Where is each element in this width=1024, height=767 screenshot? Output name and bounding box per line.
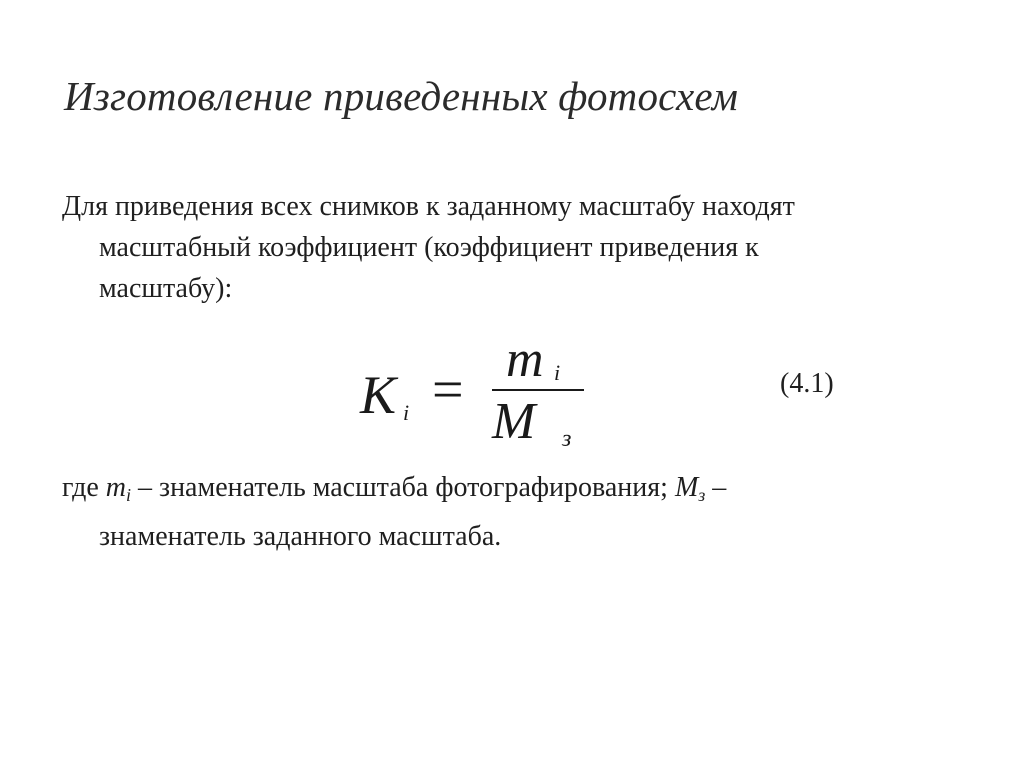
- var-M-dash: –: [705, 472, 727, 503]
- equation-number: (4.1): [780, 368, 834, 399]
- fraction-bar: [492, 389, 584, 391]
- formula-denominator: M: [492, 393, 536, 450]
- var-m-subscript: i: [126, 485, 132, 505]
- formula-numerator-subscript: i: [554, 360, 561, 385]
- intro-line-2: масштабный коэффициент (коэффициент приведения к: [99, 232, 759, 263]
- formula-4-1: [358, 330, 598, 460]
- where-paragraph: [62, 467, 962, 557]
- intro-line-3: масштабу):: [99, 273, 233, 304]
- var-m-description: – знаменатель масштаба фотографирования;: [131, 472, 675, 503]
- formula-lhs: K: [360, 365, 397, 425]
- formula-denominator-subscript: з: [562, 426, 572, 452]
- intro-line-1: Для приведения всех снимков к заданному масштабу находят: [62, 191, 795, 222]
- where-line-1: [62, 467, 962, 516]
- where-prefix: где: [62, 472, 106, 503]
- var-M: M: [674, 472, 699, 503]
- slide-title: Изготовление приведенных фотосхем: [64, 73, 739, 119]
- formula-numerator: m: [506, 331, 544, 388]
- where-line-2: знаменатель заданного масштаба.: [99, 521, 502, 552]
- formula-equals-sign: =: [432, 359, 464, 421]
- formula-lhs-subscript: i: [403, 400, 410, 425]
- var-M-subscript: з: [698, 485, 706, 505]
- intro-paragraph: [62, 186, 962, 309]
- var-m: m: [105, 472, 126, 503]
